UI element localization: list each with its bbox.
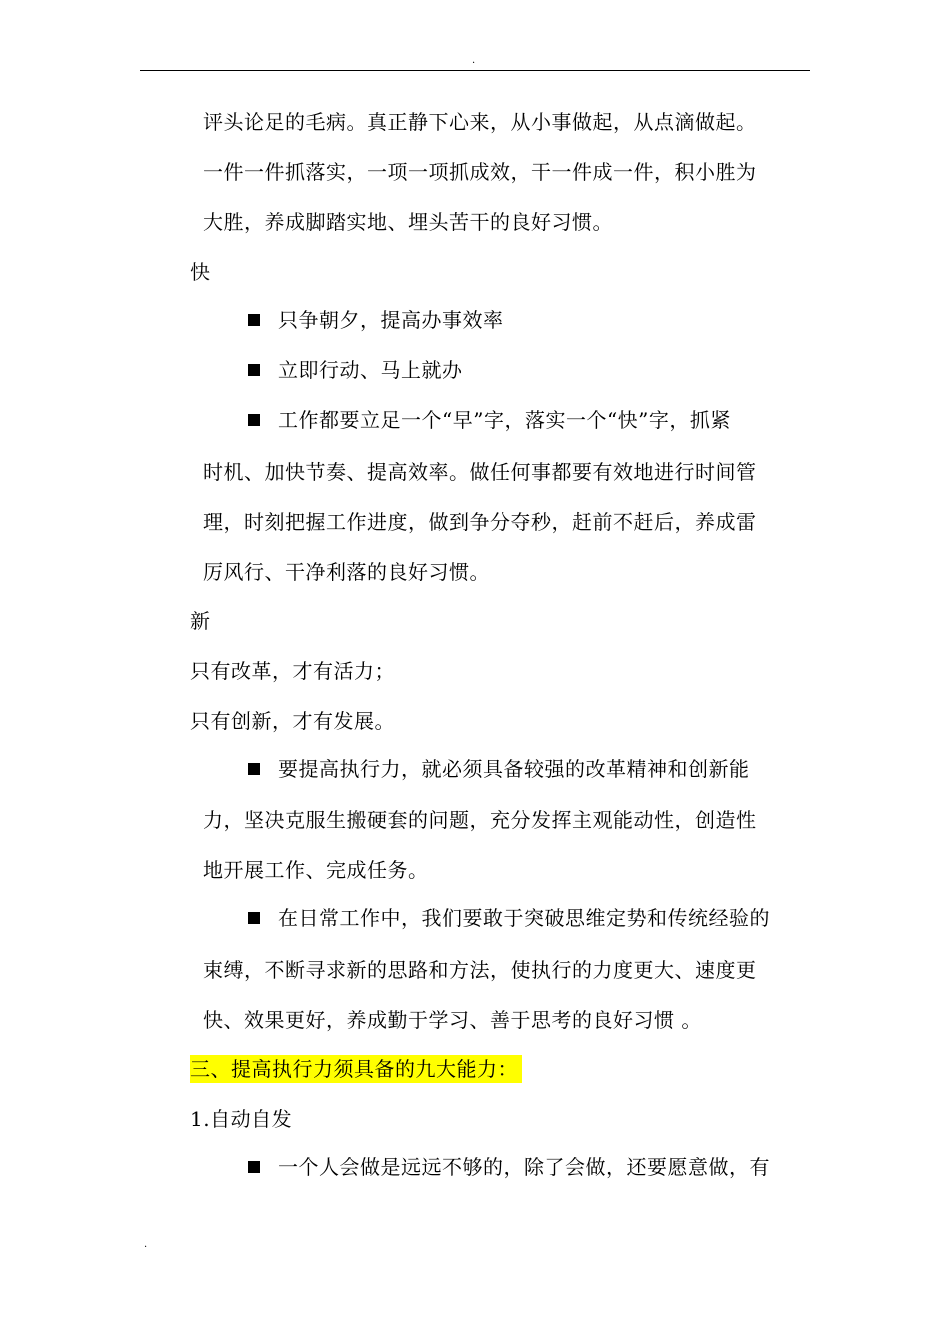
section-heading-xin: 新 [190, 609, 211, 633]
bullet-item [248, 755, 750, 783]
paragraph-line: 一件一件抓落实，一项一项抓成效，干一件成一件，积小胜为 [203, 160, 757, 184]
paragraph-line: 快、效果更好，养成勤于学习、善于思考的良好习惯 。 [203, 1008, 702, 1032]
bullet-text: 要提高执行力，就必须具备较强的改革精神和创新能 [278, 757, 750, 781]
bullet-text: 工作都要立足一个“早”字，落实一个“快”字，抓紧 [278, 408, 731, 432]
paragraph-line: 束缚，不断寻求新的思路和方法，使执行的力度更大、速度更 [203, 958, 757, 982]
bullet-item [248, 306, 504, 334]
bullet-item [248, 406, 731, 434]
bullet-item [248, 904, 770, 932]
section-heading-kuai: 快 [190, 260, 211, 284]
paragraph-line: 大胜，养成脚踏实地、埋头苦干的良好习惯。 [203, 210, 613, 234]
paragraph-line: 评头论足的毛病。真正静下心来，从小事做起，从点滴做起。 [203, 110, 757, 134]
footer-mark: . [144, 1239, 148, 1250]
paragraph-line: 理，时刻把握工作进度，做到争分夺秒，赶前不赶后，养成雷 [203, 510, 757, 534]
header-mark: . [472, 55, 476, 66]
bullet-text: 一个人会做是远远不够的，除了会做，还要愿意做，有 [278, 1155, 770, 1179]
paragraph-line: 只有创新，才有发展。 [190, 709, 395, 733]
square-bullet-icon [248, 1161, 260, 1173]
paragraph-line: 时机、加快节奏、提高效率。做任何事都要有效地进行时间管 [203, 460, 757, 484]
numbered-subheading: 1.自动自发 [190, 1107, 293, 1131]
bullet-text: 只争朝夕，提高办事效率 [278, 308, 504, 332]
paragraph-line: 只有改革，才有活力； [190, 659, 395, 683]
square-bullet-icon [248, 364, 260, 376]
bullet-text: 在日常工作中，我们要敢于突破思维定势和传统经验的 [278, 906, 770, 930]
square-bullet-icon [248, 763, 260, 775]
bullet-item [248, 1153, 770, 1181]
square-bullet-icon [248, 912, 260, 924]
header-rule [140, 70, 810, 71]
highlighted-heading-text: 三、提高执行力须具备的九大能力： [190, 1055, 522, 1083]
square-bullet-icon [248, 414, 260, 426]
paragraph-line: 地开展工作、完成任务。 [203, 858, 429, 882]
paragraph-line: 力，坚决克服生搬硬套的问题，充分发挥主观能动性，创造性 [203, 808, 757, 832]
highlighted-heading [190, 1055, 522, 1083]
bullet-item [248, 356, 463, 384]
bullet-text: 立即行动、马上就办 [278, 358, 463, 382]
paragraph-line: 厉风行、干净利落的良好习惯。 [203, 560, 490, 584]
square-bullet-icon [248, 314, 260, 326]
